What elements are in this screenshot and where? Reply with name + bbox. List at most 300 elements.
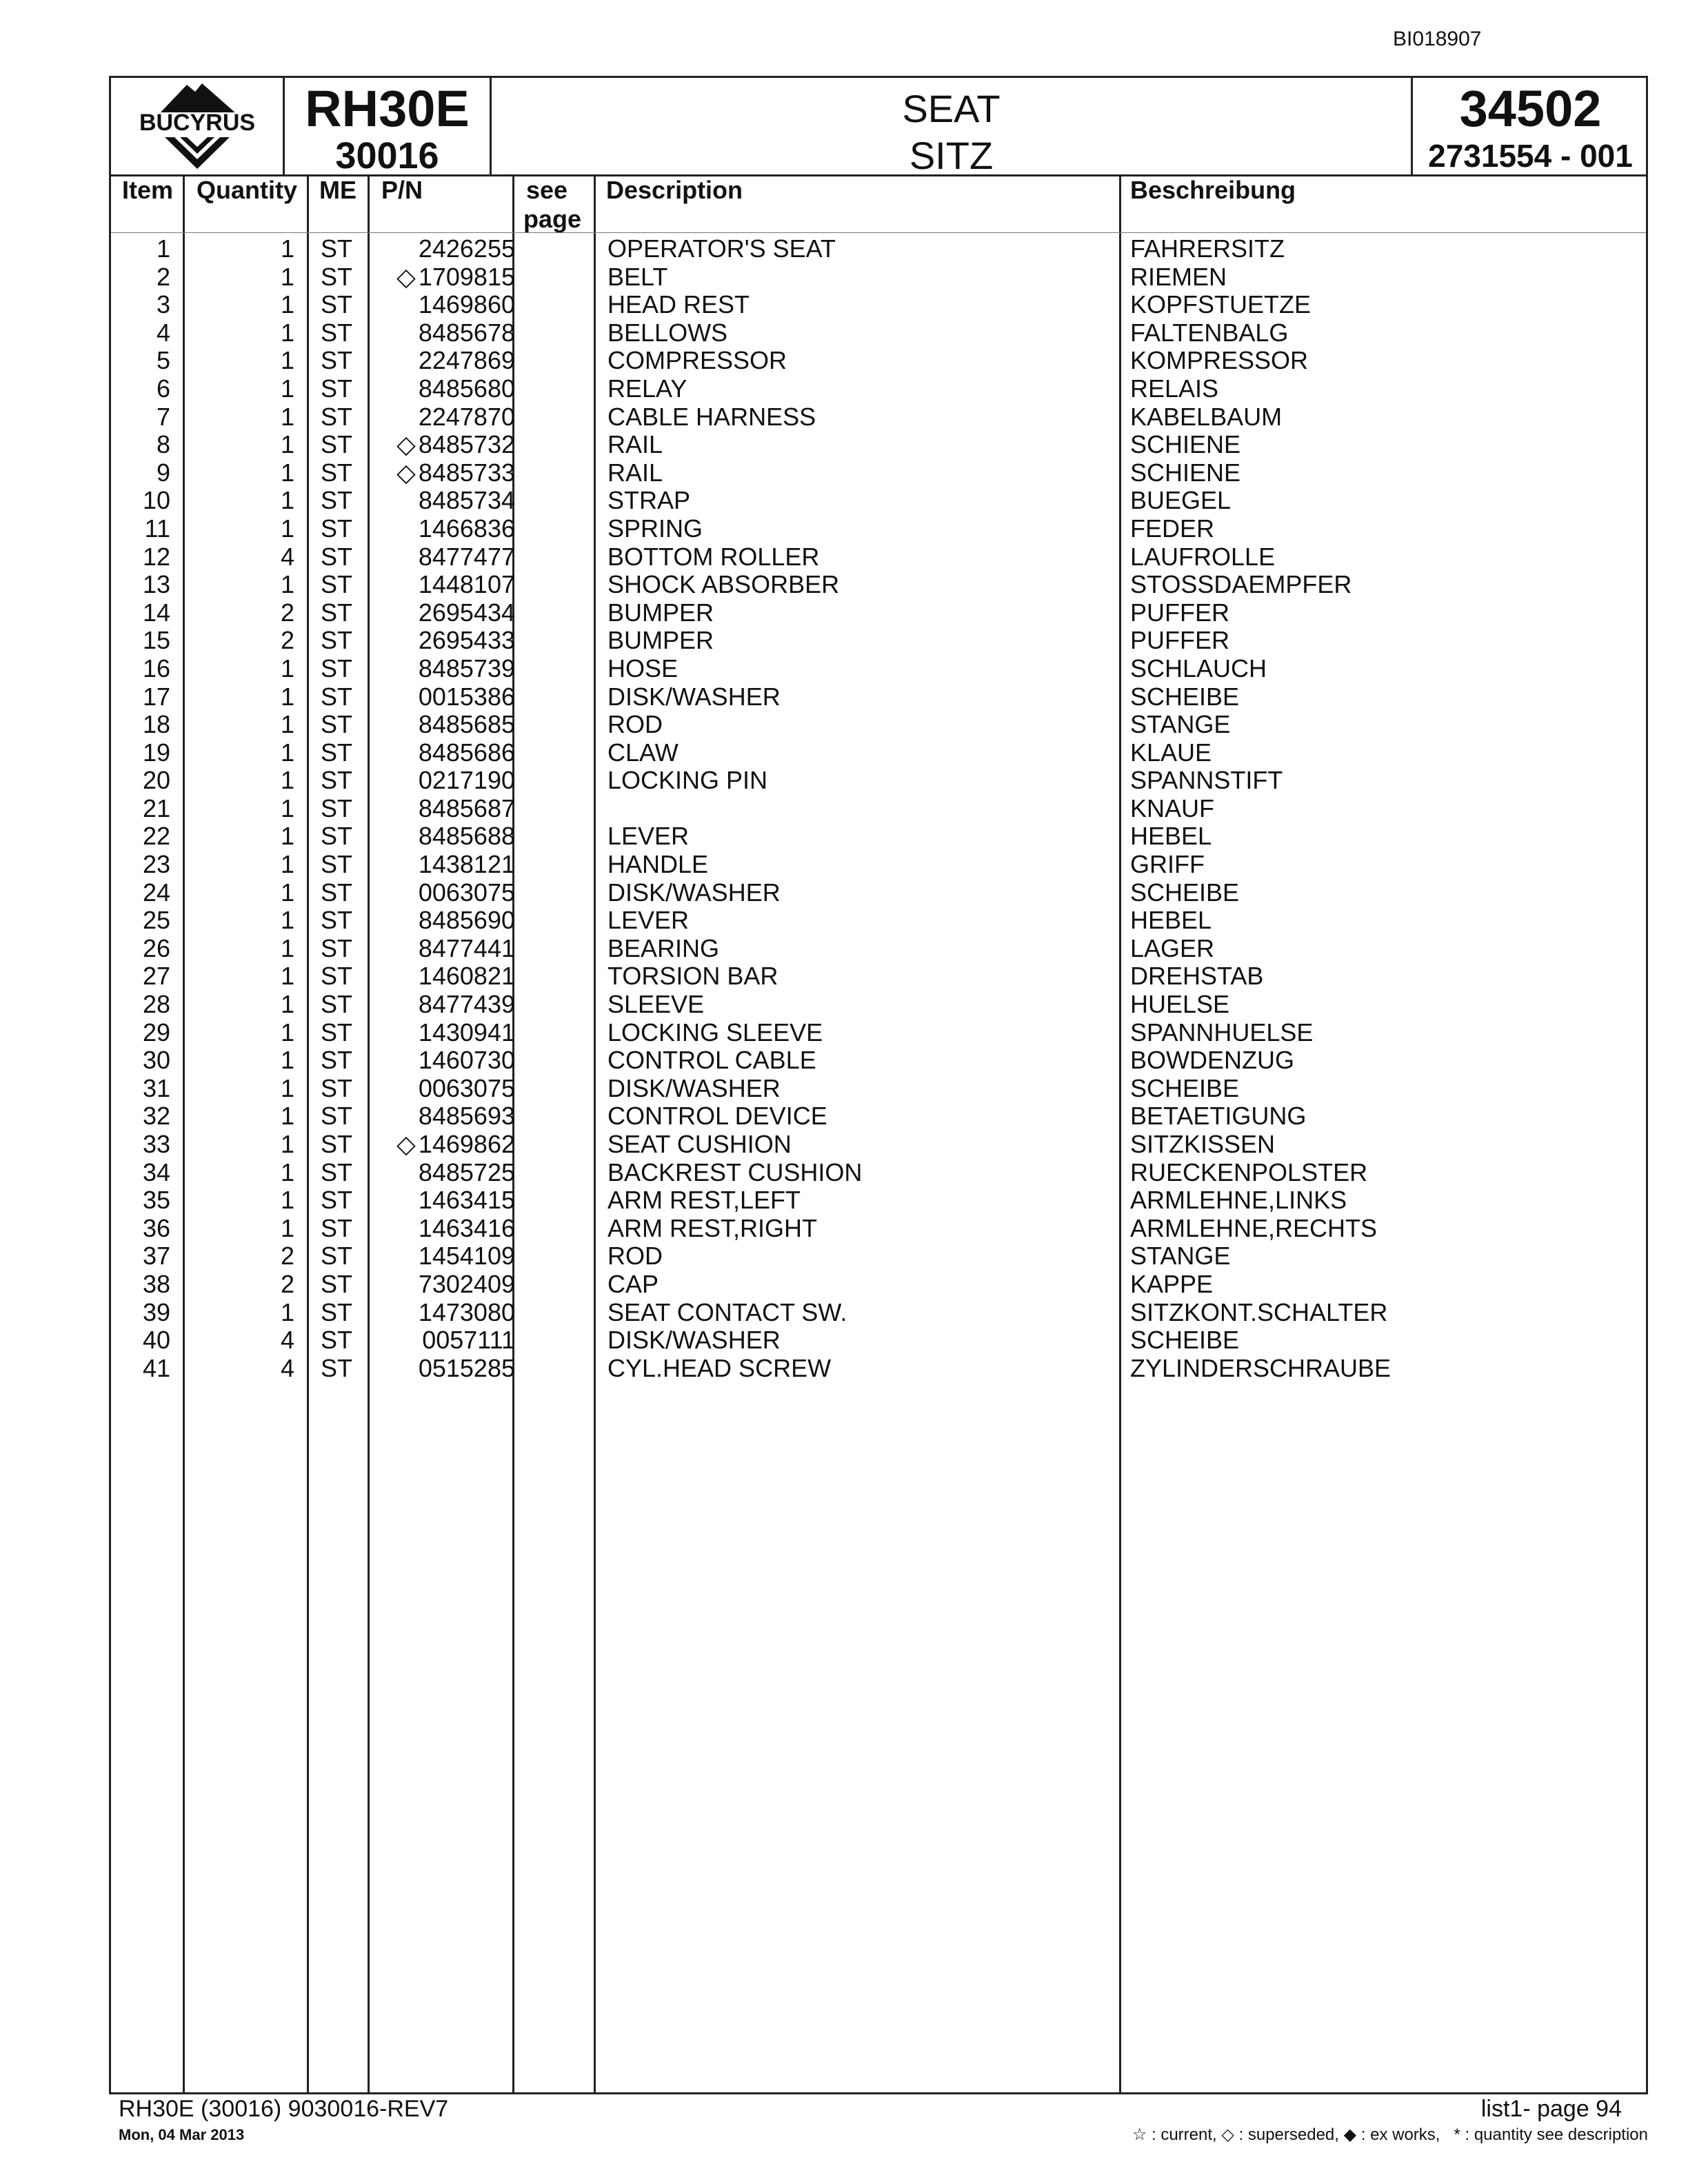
beschreibung-cell: SCHEIBE (1130, 1073, 1240, 1102)
beschreibung-cell: ARMLEHNE,LINKS (1130, 1186, 1347, 1215)
beschreibung-cell: ARMLEHNE,RECHTS (1130, 1213, 1378, 1242)
part-number: 0015386 (418, 682, 515, 711)
unit-cell: ST (321, 1018, 353, 1046)
unit-cell: ST (321, 1102, 353, 1131)
description-cell: OPERATOR'S SEAT (607, 234, 836, 263)
part-number: 0515285 (418, 1353, 515, 1382)
part-number-cell (396, 431, 515, 458)
unit-cell: ST (321, 290, 353, 319)
part-number: 8485686 (418, 738, 515, 767)
part-number: 1469862 (418, 1130, 515, 1158)
description-cell: CLAW (607, 738, 679, 767)
beschreibung-cell: ZYLINDERSCHRAUBE (1130, 1353, 1391, 1382)
item-cell: 38 (142, 1269, 170, 1298)
beschreibung-cell: HEBEL (1130, 822, 1212, 851)
part-number-cell (416, 655, 515, 682)
drawing-number: 2731554 - 001 (1428, 138, 1633, 174)
item-cell: 11 (144, 514, 170, 543)
table-row (111, 767, 1646, 795)
description-cell: SHOCK ABSORBER (607, 570, 840, 599)
description-cell: BEARING (607, 933, 720, 962)
part-number: 8485688 (418, 822, 515, 851)
part-number-cell (416, 991, 515, 1018)
part-number-cell (416, 879, 515, 907)
quantity-cell: 4 (280, 542, 294, 571)
header-rule (111, 232, 1646, 233)
part-number: 1466836 (418, 514, 515, 543)
description-cell: RAIL (607, 430, 663, 459)
legend-current: : current, (1152, 2125, 1217, 2144)
table-row (111, 403, 1646, 432)
description-cell: CABLE HARNESS (607, 402, 816, 431)
part-number: 2247869 (418, 346, 515, 375)
quantity-cell: 1 (280, 234, 294, 263)
beschreibung-cell: FALTENBALG (1130, 318, 1289, 347)
item-cell: 12 (142, 542, 170, 571)
part-number: 1430941 (418, 1018, 515, 1046)
part-number-cell (416, 515, 515, 543)
legend-quantity: : quantity see description (1465, 2125, 1648, 2144)
quantity-cell: 2 (280, 598, 294, 627)
unit-cell: ST (321, 1269, 353, 1298)
part-number: 0063075 (418, 1073, 515, 1102)
table-row (111, 1186, 1646, 1215)
item-cell: 15 (142, 626, 170, 655)
quantity-cell: 1 (280, 458, 294, 487)
quantity-cell: 1 (280, 933, 294, 962)
item-cell: 17 (142, 682, 170, 711)
table-row (111, 375, 1646, 403)
quantity-cell: 1 (280, 1213, 294, 1242)
beschreibung-cell: KAPPE (1130, 1269, 1214, 1298)
model-serial: 30016 (335, 135, 439, 176)
part-number: 1463415 (418, 1186, 515, 1215)
beschreibung-cell: LAGER (1130, 933, 1215, 962)
table-row (111, 1271, 1646, 1299)
part-number: 8477441 (418, 933, 515, 962)
diamond-filled-icon: ◆ (1343, 2125, 1357, 2144)
part-number-cell (416, 487, 515, 514)
table-row (111, 795, 1646, 823)
part-number-cell (416, 1186, 515, 1214)
parts-list-frame (109, 76, 1648, 2094)
description-cell: LOCKING PIN (607, 766, 768, 795)
quantity-cell: 2 (280, 1269, 294, 1298)
quantity-cell: 1 (280, 766, 294, 795)
unit-cell: ST (321, 542, 353, 571)
quantity-cell: 1 (280, 346, 294, 375)
col-header-quantity: Quantity (197, 176, 298, 204)
item-cell: 19 (142, 738, 170, 767)
beschreibung-cell: DREHSTAB (1130, 962, 1264, 991)
beschreibung-cell: BUEGEL (1130, 486, 1232, 515)
beschreibung-cell: KLAUE (1130, 738, 1212, 767)
description-cell: BUMPER (607, 626, 714, 655)
table-row (111, 347, 1646, 375)
part-number-cell (416, 291, 515, 318)
unit-cell: ST (321, 486, 353, 515)
quantity-cell: 1 (280, 1186, 294, 1215)
part-number-cell (416, 1355, 515, 1382)
table-row (111, 1326, 1646, 1355)
part-number: 8485693 (418, 1102, 515, 1131)
description-cell: BOTTOM ROLLER (607, 542, 820, 571)
part-number: 8485739 (418, 654, 515, 682)
part-number: 1454109 (418, 1242, 515, 1271)
beschreibung-cell: SPANNHUELSE (1130, 1018, 1314, 1046)
beschreibung-cell: SCHIENE (1130, 430, 1241, 459)
item-cell: 35 (142, 1186, 170, 1215)
table-row (111, 431, 1646, 459)
quantity-cell: 1 (280, 374, 294, 403)
group-number: 34502 (1459, 80, 1602, 137)
part-number-cell (416, 711, 515, 738)
footer-date: Mon, 04 Mar 2013 (119, 2126, 245, 2143)
description-cell: ARM REST,LEFT (607, 1186, 801, 1215)
part-number-cell (416, 347, 515, 374)
description-cell: CYL.HEAD SCREW (607, 1353, 832, 1382)
part-number: 8485733 (418, 458, 515, 487)
item-cell: 6 (156, 374, 170, 403)
part-number: 8485734 (418, 486, 515, 515)
description-cell: TORSION BAR (607, 962, 778, 991)
unit-cell: ST (321, 822, 353, 851)
part-number-cell (416, 1046, 515, 1074)
part-number-cell (396, 459, 515, 487)
item-cell: 22 (142, 822, 170, 851)
beschreibung-cell: RIEMEN (1130, 262, 1227, 291)
quantity-cell: 1 (280, 402, 294, 431)
table-row (111, 1299, 1646, 1327)
table-row (111, 1046, 1646, 1075)
table-row (111, 851, 1646, 879)
item-cell: 13 (142, 570, 170, 599)
part-number: 1460730 (418, 1046, 515, 1075)
superseded-marker-icon: ◇ (396, 458, 416, 487)
table-row (111, 627, 1646, 655)
part-number: 8485732 (418, 430, 515, 459)
col-header-description: Description (606, 176, 743, 204)
title-cell (492, 78, 1413, 177)
part-number-cell (416, 795, 515, 822)
table-row (111, 1159, 1646, 1187)
col-header-see: see (526, 176, 568, 204)
parts-table-body (111, 235, 1646, 1382)
description-cell: DISK/WASHER (607, 682, 781, 711)
beschreibung-cell: KNAUF (1130, 793, 1215, 822)
item-cell: 33 (142, 1130, 170, 1158)
quantity-cell: 1 (280, 850, 294, 879)
unit-cell: ST (321, 850, 353, 879)
table-row (111, 235, 1646, 263)
part-number-cell (416, 375, 515, 403)
item-cell: 25 (142, 906, 170, 935)
description-cell: HEAD REST (607, 290, 750, 319)
unit-cell: ST (321, 262, 353, 291)
superseded-marker-icon: ◇ (396, 262, 416, 291)
part-number-cell (416, 683, 515, 711)
beschreibung-cell: BETAETIGUNG (1130, 1102, 1307, 1131)
item-cell: 3 (156, 290, 170, 319)
description-cell: SEAT CONTACT SW. (607, 1297, 847, 1326)
description-cell: HANDLE (607, 850, 709, 879)
item-cell: 2 (156, 262, 170, 291)
description-cell: SPRING (607, 514, 703, 543)
part-number-cell (416, 543, 515, 571)
unit-cell: ST (321, 458, 353, 487)
col-header-beschreibung: Beschreibung (1130, 176, 1296, 204)
unit-cell: ST (321, 962, 353, 991)
item-cell: 34 (142, 1157, 170, 1186)
col-header-page: page (523, 205, 582, 233)
unit-cell: ST (321, 793, 353, 822)
item-cell: 9 (156, 458, 170, 487)
part-number-cell (416, 1102, 515, 1130)
table-row (111, 1215, 1646, 1243)
description-cell: RAIL (607, 458, 663, 487)
description-cell: RELAY (607, 374, 687, 403)
description-cell: BUMPER (607, 598, 714, 627)
quantity-cell: 1 (280, 318, 294, 347)
beschreibung-cell: SCHIENE (1130, 458, 1241, 487)
quantity-cell: 1 (280, 1130, 294, 1158)
item-cell: 26 (142, 933, 170, 962)
description-cell: ARM REST,RIGHT (607, 1213, 818, 1242)
title-english: SEAT (902, 87, 1001, 130)
table-row (111, 1242, 1646, 1271)
table-row (111, 515, 1646, 543)
part-number-cell (416, 403, 515, 431)
part-number: 8485680 (418, 374, 515, 403)
footer-page: list1- page 94 (1480, 2096, 1622, 2122)
unit-cell: ST (321, 626, 353, 655)
table-row (111, 711, 1646, 739)
item-cell: 32 (142, 1102, 170, 1131)
description-cell: BELLOWS (607, 318, 728, 347)
part-number: 8485685 (418, 710, 515, 739)
quantity-cell: 1 (280, 990, 294, 1019)
unit-cell: ST (321, 570, 353, 599)
beschreibung-cell: STANGE (1130, 710, 1231, 739)
item-cell: 24 (142, 878, 170, 907)
table-row (111, 907, 1646, 935)
item-cell: 20 (142, 766, 170, 795)
item-cell: 14 (142, 598, 170, 627)
logo-cell (111, 78, 285, 174)
unit-cell: ST (321, 1046, 353, 1075)
unit-cell: ST (321, 514, 353, 543)
description-cell: HOSE (607, 654, 679, 682)
item-cell: 37 (142, 1242, 170, 1271)
col-header-pn: P/N (381, 176, 423, 204)
model-name: RH30E (305, 80, 470, 137)
table-row (111, 935, 1646, 963)
table-row (111, 1019, 1646, 1047)
title-german: SITZ (909, 134, 994, 177)
description-cell: ROD (607, 710, 663, 739)
part-number-cell (396, 263, 515, 291)
legend-superseded: : superseded, (1238, 2125, 1339, 2144)
part-number: 0217190 (418, 766, 515, 795)
beschreibung-cell: SITZKISSEN (1130, 1130, 1276, 1158)
unit-cell: ST (321, 1157, 353, 1186)
table-row (111, 291, 1646, 319)
unit-cell: ST (321, 933, 353, 962)
part-number: 2247870 (418, 402, 515, 431)
quantity-cell: 1 (280, 654, 294, 682)
unit-cell: ST (321, 906, 353, 935)
quantity-cell: 1 (280, 878, 294, 907)
part-number: 1709815 (418, 262, 515, 291)
description-cell: STRAP (607, 486, 691, 515)
item-cell: 5 (156, 346, 170, 375)
part-number: 1438121 (418, 850, 515, 879)
part-number-cell (416, 767, 515, 794)
part-number: 8485725 (418, 1157, 515, 1186)
description-cell: LOCKING SLEEVE (607, 1018, 823, 1046)
table-row (111, 487, 1646, 515)
quantity-cell: 2 (280, 1242, 294, 1271)
description-cell: ROD (607, 1242, 663, 1271)
superseded-marker-icon: ◇ (396, 430, 416, 459)
table-row (111, 991, 1646, 1019)
part-number: 1463416 (418, 1213, 515, 1242)
description-cell: DISK/WASHER (607, 1073, 781, 1102)
beschreibung-cell: SCHEIBE (1130, 1326, 1240, 1355)
table-row (111, 599, 1646, 627)
table-row (111, 879, 1646, 907)
legend (1132, 2125, 1648, 2145)
table-row (111, 1102, 1646, 1131)
item-cell: 31 (142, 1073, 170, 1102)
description-cell: DISK/WASHER (607, 1326, 781, 1355)
asterisk-icon: * (1454, 2125, 1460, 2144)
part-number: 8485690 (418, 906, 515, 935)
part-number-cell (396, 1131, 515, 1158)
item-cell: 30 (142, 1046, 170, 1075)
quantity-cell: 1 (280, 793, 294, 822)
part-number-cell (416, 571, 515, 598)
unit-cell: ST (321, 1213, 353, 1242)
quantity-cell: 1 (280, 430, 294, 459)
quantity-cell: 1 (280, 486, 294, 515)
beschreibung-cell: SCHEIBE (1130, 878, 1240, 907)
part-number-cell (416, 935, 515, 962)
unit-cell: ST (321, 374, 353, 403)
quantity-cell: 4 (280, 1353, 294, 1382)
quantity-cell: 1 (280, 682, 294, 711)
beschreibung-cell: STOSSDAEMPFER (1130, 570, 1352, 599)
col-header-item: Item (122, 176, 174, 204)
quantity-cell: 1 (280, 1297, 294, 1326)
unit-cell: ST (321, 1242, 353, 1271)
quantity-cell: 1 (280, 1157, 294, 1186)
beschreibung-cell: KOPFSTUETZE (1130, 290, 1312, 319)
item-cell: 16 (142, 654, 170, 682)
description-cell: LEVER (607, 906, 690, 935)
part-number-cell (416, 1242, 515, 1270)
item-cell: 10 (142, 486, 170, 515)
item-cell: 28 (142, 990, 170, 1019)
table-row (111, 655, 1646, 683)
table-row (111, 543, 1646, 572)
part-number: 7302409 (418, 1269, 515, 1298)
description-cell: CAP (607, 1269, 659, 1298)
item-cell: 18 (142, 710, 170, 739)
beschreibung-cell: PUFFER (1130, 626, 1229, 655)
part-number: 2695433 (418, 626, 515, 655)
beschreibung-cell: SCHLAUCH (1130, 654, 1267, 682)
part-number-cell (419, 1326, 515, 1354)
footer-model-rev: RH30E (30016) 9030016-REV7 (119, 2096, 449, 2122)
unit-cell: ST (321, 1326, 353, 1355)
quantity-cell: 2 (280, 626, 294, 655)
quantity-cell: 1 (280, 1018, 294, 1046)
description-cell: BACKREST CUSHION (607, 1157, 863, 1186)
quantity-cell: 1 (280, 1046, 294, 1075)
part-number: 2695434 (418, 598, 515, 627)
beschreibung-cell: HEBEL (1130, 906, 1212, 935)
part-number: 2426255 (418, 234, 515, 263)
item-cell: 4 (156, 318, 170, 347)
item-cell: 21 (142, 793, 170, 822)
table-row (111, 1131, 1646, 1159)
unit-cell: ST (321, 654, 353, 682)
item-cell: 29 (142, 1018, 170, 1046)
table-row (111, 683, 1646, 711)
beschreibung-cell: SCHEIBE (1130, 682, 1240, 711)
description-cell: SLEEVE (607, 990, 705, 1019)
part-number-cell (416, 1075, 515, 1102)
part-number-cell (416, 1271, 515, 1298)
part-number-cell (416, 235, 515, 263)
unit-cell: ST (321, 1186, 353, 1215)
part-number-cell (416, 319, 515, 347)
item-cell: 40 (142, 1326, 170, 1355)
header (111, 78, 1646, 176)
description-cell: BELT (607, 262, 668, 291)
document-id: BI018907 (1393, 28, 1482, 50)
part-number-cell (416, 851, 515, 878)
unit-cell: ST (321, 1353, 353, 1382)
part-number-cell (416, 1215, 515, 1242)
quantity-cell: 1 (280, 570, 294, 599)
item-cell: 1 (156, 234, 170, 263)
table-row (111, 962, 1646, 991)
part-number: 0063075 (418, 878, 515, 907)
unit-cell: ST (321, 682, 353, 711)
part-number-cell (416, 599, 515, 627)
item-cell: 8 (156, 430, 170, 459)
quantity-cell: 1 (280, 262, 294, 291)
table-row (111, 1355, 1646, 1383)
unit-cell: ST (321, 990, 353, 1019)
table-row (111, 459, 1646, 487)
diamond-outline-icon: ◇ (1221, 2125, 1234, 2144)
quantity-cell: 1 (280, 822, 294, 851)
description-cell: LEVER (607, 822, 690, 851)
part-number: 8477439 (418, 990, 515, 1019)
item-cell: 41 (142, 1353, 170, 1382)
beschreibung-cell: KOMPRESSOR (1130, 346, 1309, 375)
beschreibung-cell: PUFFER (1130, 598, 1229, 627)
quantity-cell: 1 (280, 1073, 294, 1102)
item-cell: 23 (142, 850, 170, 879)
part-number-cell (416, 739, 515, 767)
table-row (111, 263, 1646, 292)
unit-cell: ST (321, 430, 353, 459)
item-cell: 27 (142, 962, 170, 991)
